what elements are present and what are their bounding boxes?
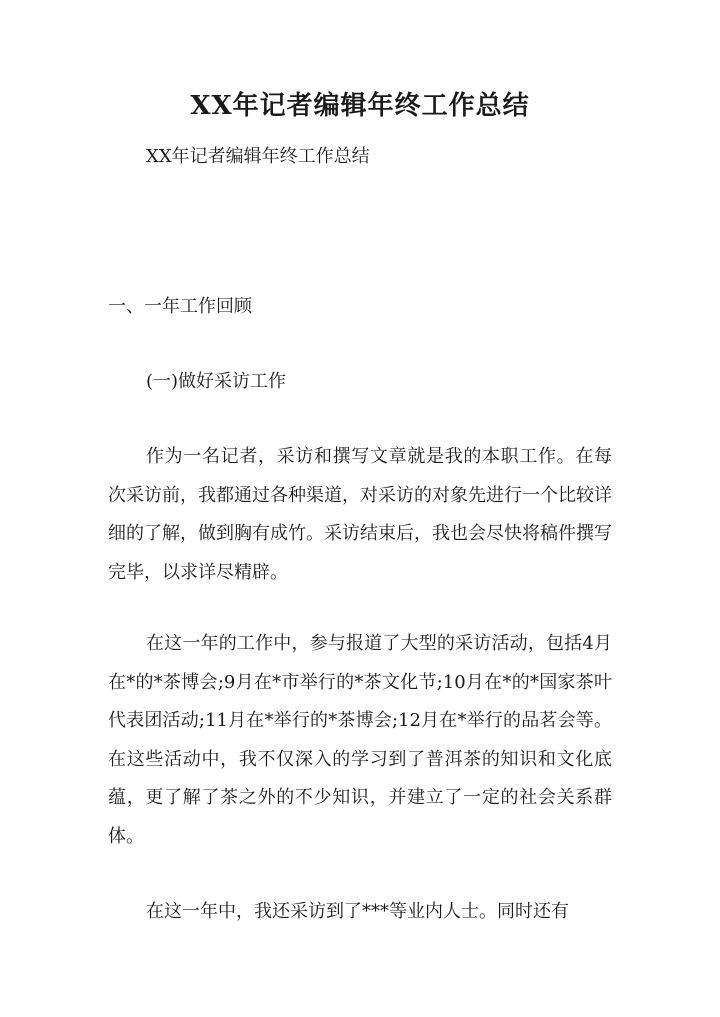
document-title: XX年记者编辑年终工作总结: [190, 91, 530, 121]
body-paragraph: 在这一年的工作中，参与报道了大型的采访活动，包括4月在*的*茶博会;9月在*市举行的*茶文化节;10月在*的*国家茶叶代表团活动;11月在*举行的*茶博会;12月在*举行的品茗会等。在这些活动中，我不仅深入的学习到了普洱茶的知识和文化底蕴，更了解了茶之外的不少知识，并建立了一定的社会关系群体。: [108, 633, 612, 847]
body-paragraph: 作为一名记者，采访和撰写文章就是我的本职工作。在每次采访前，我都通过各种渠道，对采访的对象先进行一个比较详细的了解，做到胸有成竹。采访结束后，我也会尽快将稿件撰写完毕，以求详尽精辟。: [108, 446, 612, 583]
section-heading: 一、一年工作回顾: [108, 296, 252, 317]
body-paragraph: 在这一年中，我还采访到了***等业内人士。同时还有: [146, 901, 569, 922]
sub-heading: (一)做好采访工作: [146, 371, 287, 392]
document-subtitle: XX年记者编辑年终工作总结: [146, 146, 370, 167]
